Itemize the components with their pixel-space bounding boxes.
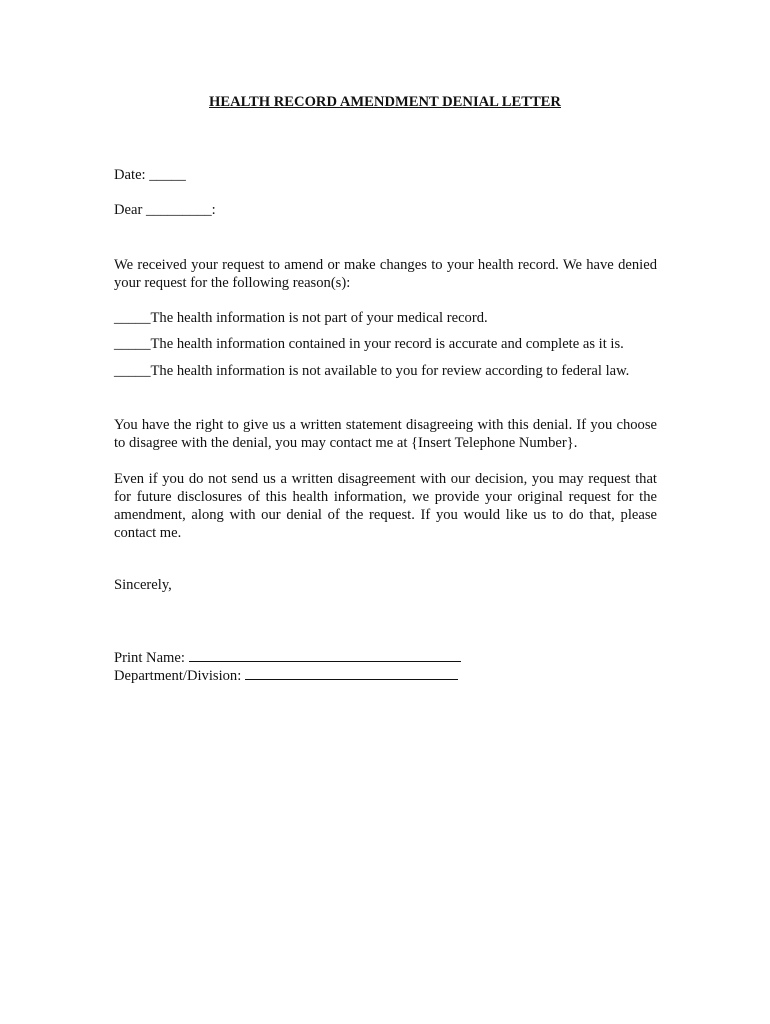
document-title: HEALTH RECORD AMENDMENT DENIAL LETTER bbox=[209, 94, 561, 110]
department-blank[interactable] bbox=[245, 666, 458, 680]
closing-line: Sincerely, bbox=[114, 577, 172, 593]
print-name-label: Print Name: bbox=[114, 650, 185, 666]
reason-item: _____The health information contained in your record is accurate and complete as it is. bbox=[114, 336, 624, 352]
salutation-line: Dear _________: bbox=[114, 202, 216, 218]
print-name-row bbox=[114, 648, 461, 667]
reason-item: _____The health information is not available to you for review according to federal law. bbox=[114, 363, 630, 379]
date-line: Date: _____ bbox=[114, 167, 186, 183]
intro-paragraph: We received your request to amend or make changes to your health record. We have denied your request for the following reason(s): bbox=[114, 257, 657, 291]
print-name-blank[interactable] bbox=[189, 648, 461, 662]
department-row bbox=[114, 666, 458, 685]
department-label: Department/Division: bbox=[114, 668, 242, 684]
request-paragraph: Even if you do not send us a written disagreement with our decision, you may request that for future disclosures of this health information, we provide your original request for the amendment, along with our denial of the request. If you would like us to do that, please contact me. bbox=[114, 471, 657, 541]
rights-paragraph: You have the right to give us a written statement disagreeing with this denial. If you choose to disagree with the denial, you may contact me at {Insert Telephone Number}. bbox=[114, 417, 657, 451]
reason-item: _____The health information is not part of your medical record. bbox=[114, 310, 488, 326]
